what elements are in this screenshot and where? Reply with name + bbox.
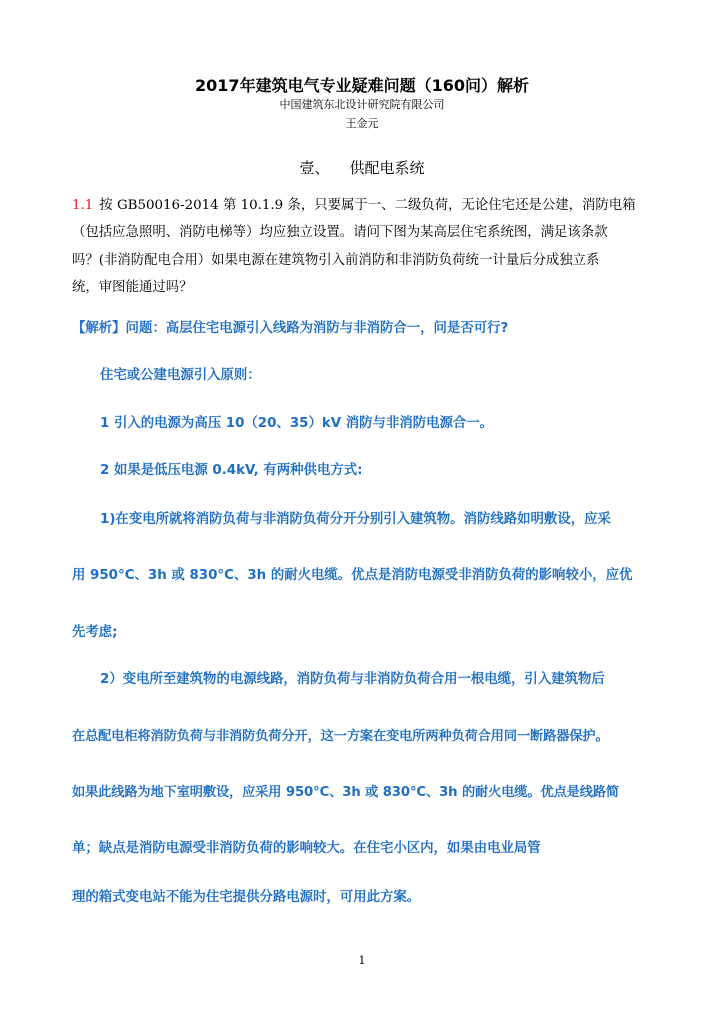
answer-line: 如果此线路为地下室明敷设，应采用 950°C、3h 或 830°C、3h 的耐火电缆。优点是线路简 [72, 785, 620, 800]
question-line [72, 194, 662, 213]
section-title: 供配电系统 [349, 159, 425, 177]
answer-line: 1 引入的电源为高压 10（20、35）kV 消防与非消防电源合一。 [100, 416, 494, 431]
answer-line: 2）变电所至建筑物的电源线路，消防负荷与非消防负荷合用一根电缆，引入建筑物后 [100, 672, 605, 687]
document-title: 2017年建筑电气专业疑难问题（160问）解析 [195, 76, 529, 95]
section-number: 壹、 [299, 159, 330, 177]
answer-line: 1)在变电所就将消防负荷与非消防负荷分开分别引入建筑物。消防线路如明敷设，应采 [100, 512, 611, 527]
author-name: 王金元 [345, 117, 379, 130]
organization-name: 中国建筑东北设计研究院有限公司 [279, 98, 445, 111]
question-line: （包括应急照明、消防电梯等）均应独立设置。请问下图为某高层住宅系统图，满足该条款 [72, 225, 608, 240]
analysis-heading: 【解析】问题：高层住宅电源引入线路为消防与非消防合一，问是否可行? [72, 321, 509, 336]
question-text: 按 GB50016-2014 第 10.1.9 条，只要属于一、二级负荷，无论住宅还是公建，消防电箱 [99, 198, 636, 213]
answer-line: 理的箱式变电站不能为住宅提供分路电源时，可用此方案。 [72, 890, 421, 905]
answer-line: 2 如果是低压电源 0.4kV, 有两种供电方式: [100, 463, 363, 478]
question-line: 吗？(非消防配电合用）如果电源在建筑物引入前消防和非消防负荷统一计量后分成独立系 [72, 253, 600, 268]
answer-line: 在总配电柜将消防负荷与非消防负荷分开，这一方案在变电所两种负荷合用同一断路器保护。 [72, 729, 609, 744]
answer-line: 用 950°C、3h 或 830°C、3h 的耐火电缆。优点是消防电源受非消防负荷的影响较小，应优 [72, 568, 633, 583]
answer-line: 单；缺点是消防电源受非消防负荷的影响较大。在住宅小区内，如果由电业局管 [72, 841, 541, 856]
question-number: 1.1 [72, 198, 94, 213]
page-number: 1 [358, 954, 366, 967]
section-heading [0, 157, 724, 178]
question-line: 统，审图能通过吗？ [72, 280, 193, 295]
principle-heading: 住宅或公建电源引入原则： [100, 368, 261, 383]
answer-line: 先考虑; [72, 625, 118, 640]
